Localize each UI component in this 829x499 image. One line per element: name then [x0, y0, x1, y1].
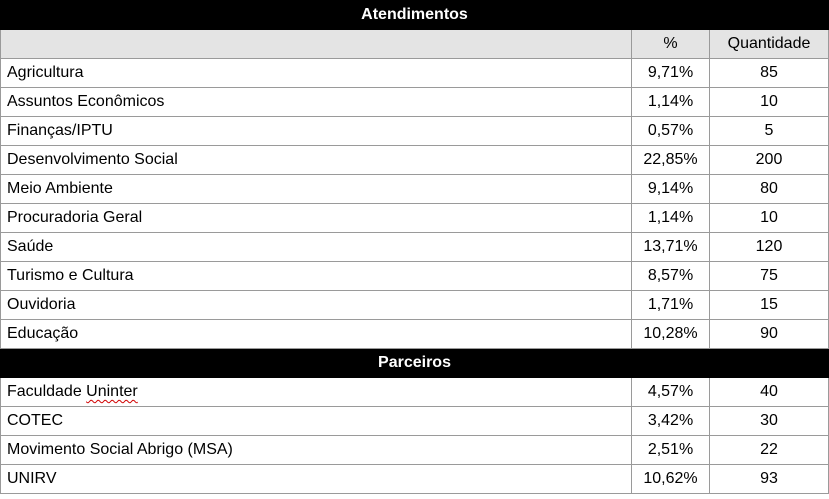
row-percent: 10,28%	[632, 320, 710, 349]
row-percent: 1,14%	[632, 204, 710, 233]
row-quantity: 40	[710, 378, 829, 407]
spellcheck-flagged-word: Uninter	[86, 383, 138, 400]
table-row	[1, 262, 829, 291]
table-row	[1, 291, 829, 320]
row-quantity: 22	[710, 436, 829, 465]
table-row	[1, 146, 829, 175]
section-header-atendimentos	[1, 1, 829, 30]
column-header-label	[1, 30, 632, 59]
row-quantity: 93	[710, 465, 829, 494]
row-quantity: 10	[710, 204, 829, 233]
row-label: Turismo e Cultura	[1, 262, 632, 291]
row-label: Agricultura	[1, 59, 632, 88]
row-percent: 10,62%	[632, 465, 710, 494]
row-percent: 8,57%	[632, 262, 710, 291]
row-percent: 1,14%	[632, 88, 710, 117]
row-percent: 9,71%	[632, 59, 710, 88]
row-quantity: 80	[710, 175, 829, 204]
row-quantity: 10	[710, 88, 829, 117]
row-label: Finanças/IPTU	[1, 117, 632, 146]
row-label	[1, 378, 632, 407]
row-percent: 4,57%	[632, 378, 710, 407]
table-row	[1, 204, 829, 233]
section-title: Atendimentos	[1, 1, 829, 30]
column-header-row	[1, 30, 829, 59]
table-row	[1, 320, 829, 349]
row-label: Desenvolvimento Social	[1, 146, 632, 175]
row-percent: 9,14%	[632, 175, 710, 204]
row-percent: 1,71%	[632, 291, 710, 320]
row-label-prefix: Faculdade	[7, 383, 87, 400]
row-label: Meio Ambiente	[1, 175, 632, 204]
column-header-quantity: Quantidade	[710, 30, 829, 59]
row-label: COTEC	[1, 407, 632, 436]
row-label: Educação	[1, 320, 632, 349]
row-quantity: 30	[710, 407, 829, 436]
row-quantity: 85	[710, 59, 829, 88]
row-label: Movimento Social Abrigo (MSA)	[1, 436, 632, 465]
table-row	[1, 175, 829, 204]
table-row	[1, 88, 829, 117]
row-label: Procuradoria Geral	[1, 204, 632, 233]
row-label: UNIRV	[1, 465, 632, 494]
table-row	[1, 465, 829, 494]
section-title: Parceiros	[1, 349, 829, 378]
row-percent: 0,57%	[632, 117, 710, 146]
row-percent: 13,71%	[632, 233, 710, 262]
row-quantity: 90	[710, 320, 829, 349]
row-percent: 3,42%	[632, 407, 710, 436]
row-label: Assuntos Econômicos	[1, 88, 632, 117]
table-row	[1, 117, 829, 146]
table-row	[1, 233, 829, 262]
row-label: Saúde	[1, 233, 632, 262]
table-row	[1, 378, 829, 407]
section-header-parceiros	[1, 349, 829, 378]
column-header-percent: %	[632, 30, 710, 59]
row-quantity: 75	[710, 262, 829, 291]
row-percent: 22,85%	[632, 146, 710, 175]
table-row	[1, 59, 829, 88]
table-row	[1, 407, 829, 436]
row-quantity: 5	[710, 117, 829, 146]
row-percent: 2,51%	[632, 436, 710, 465]
row-quantity: 120	[710, 233, 829, 262]
row-quantity: 200	[710, 146, 829, 175]
row-quantity: 15	[710, 291, 829, 320]
table-row	[1, 436, 829, 465]
row-label: Ouvidoria	[1, 291, 632, 320]
